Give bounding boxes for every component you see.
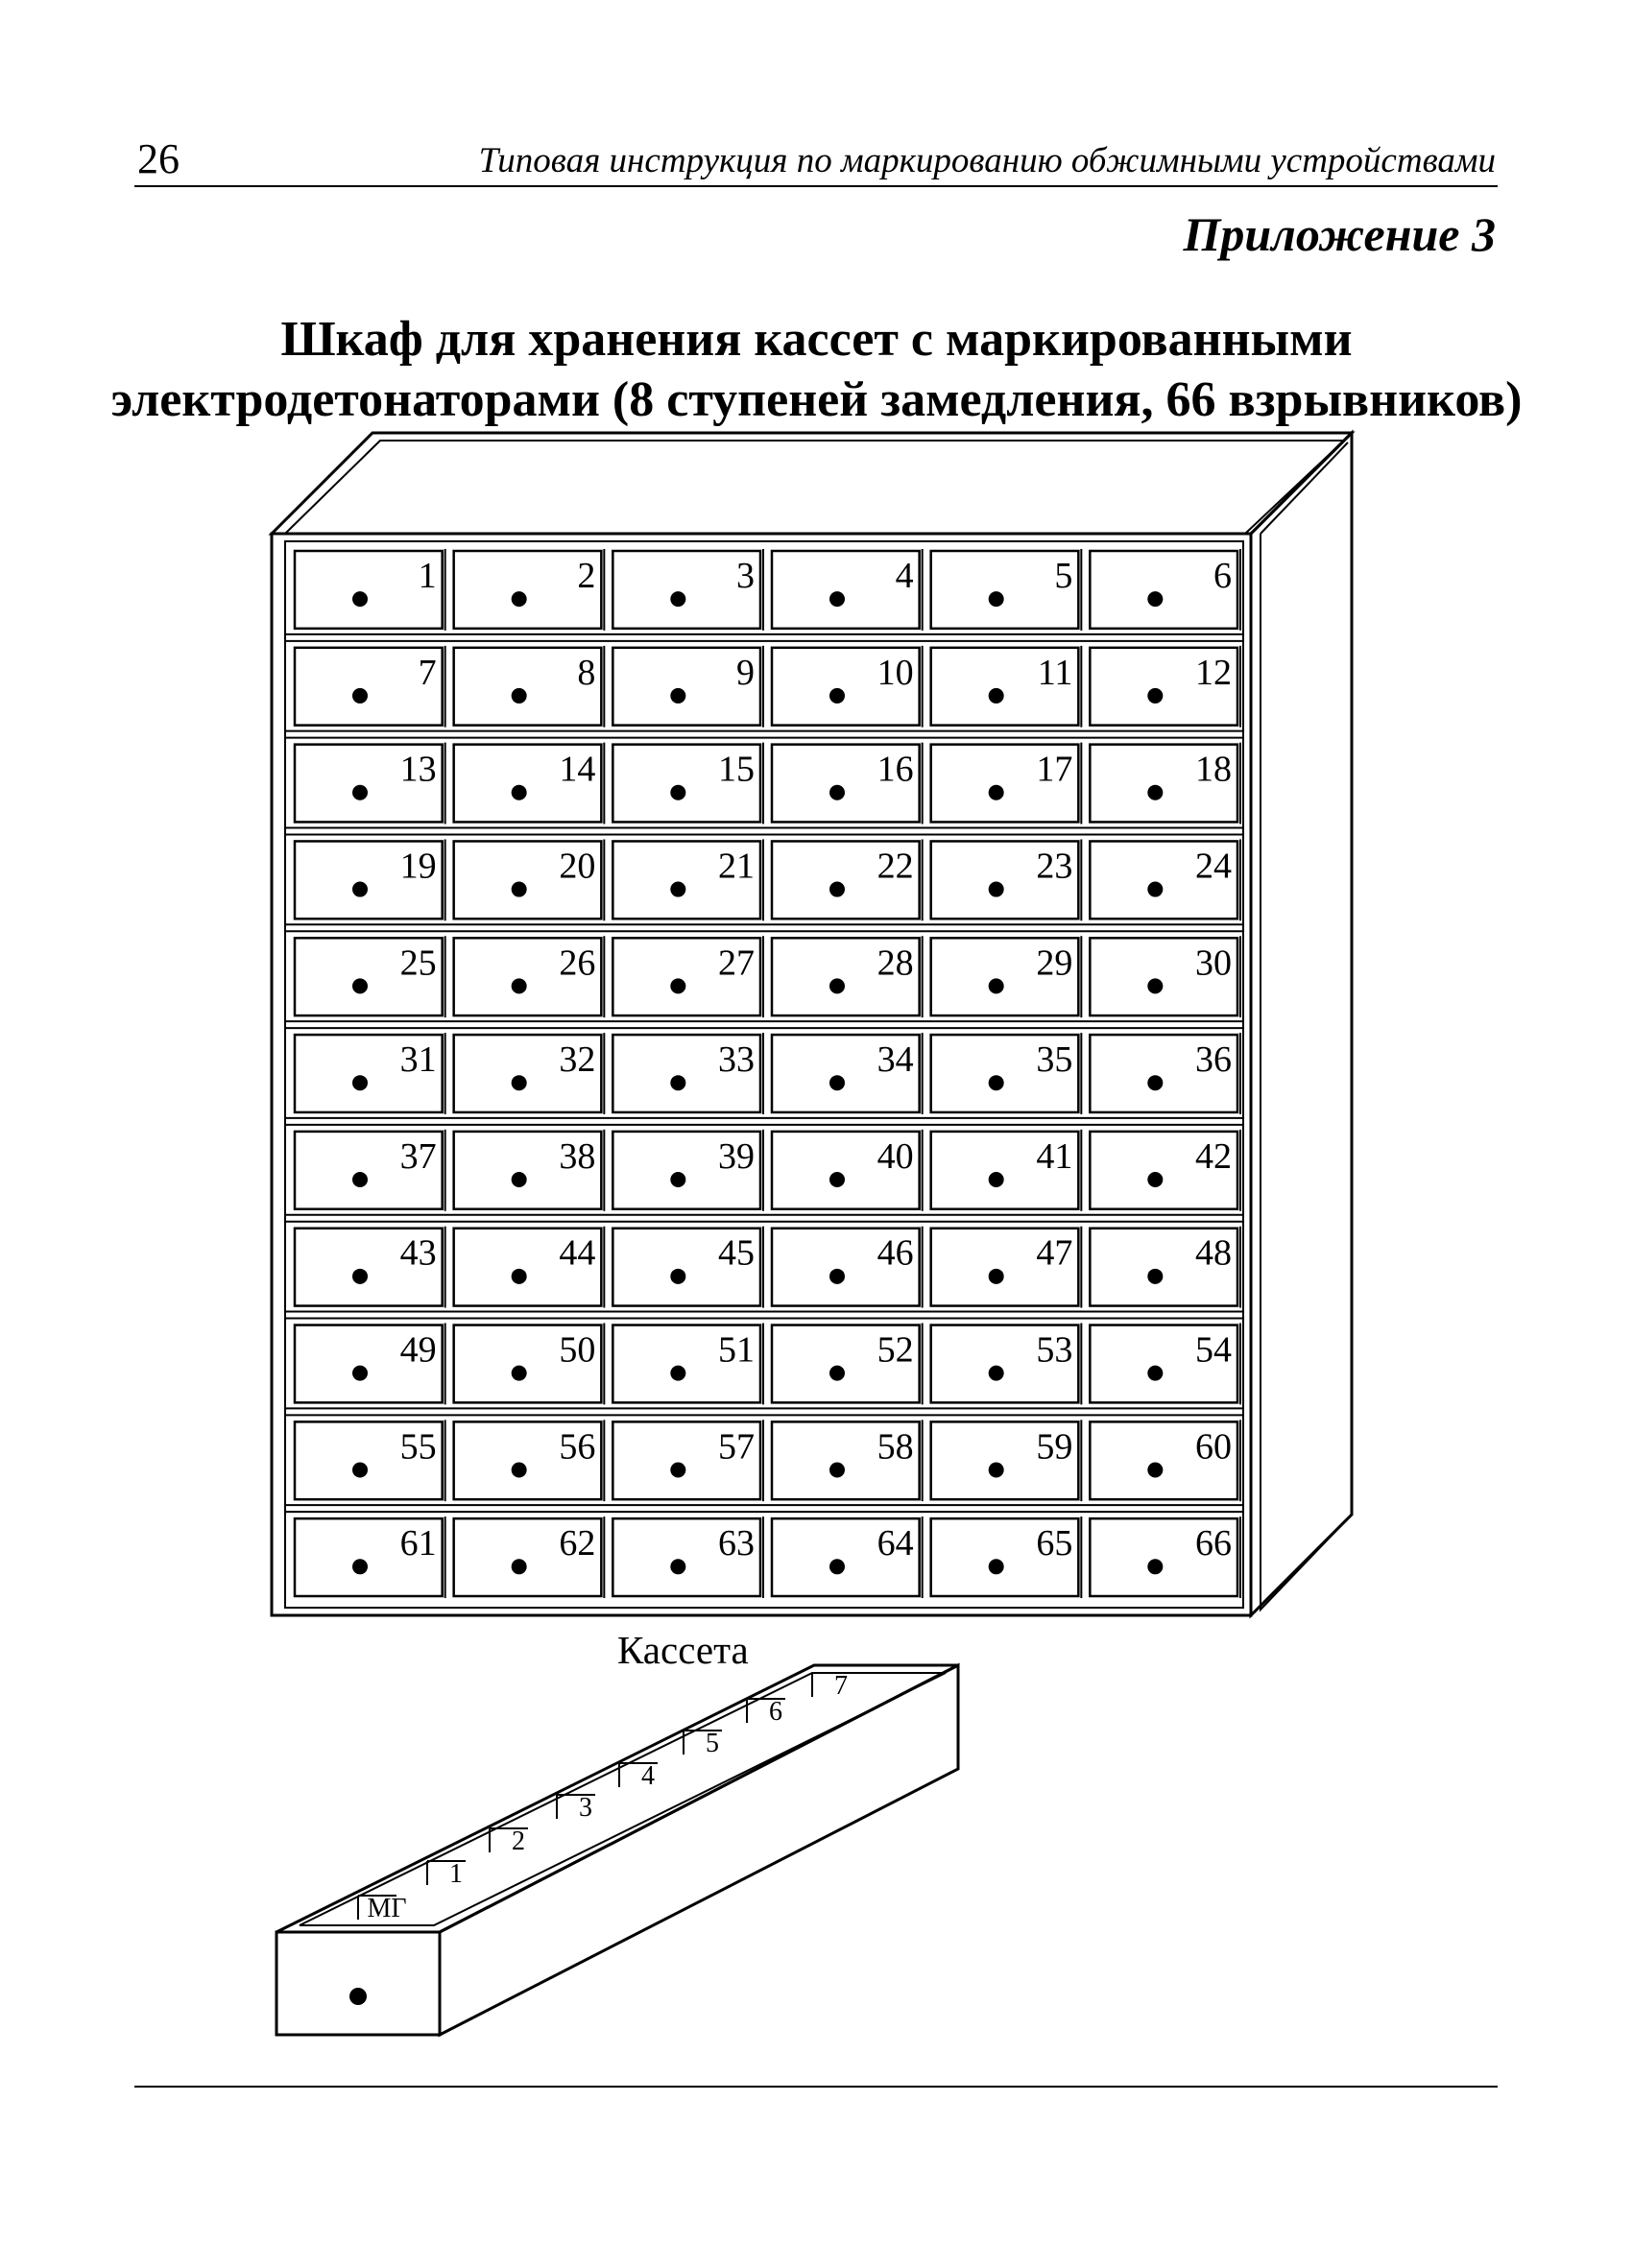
drawer-number: 40	[877, 1135, 914, 1177]
cassette-drawing	[276, 1665, 958, 2035]
drawer-number: 51	[718, 1329, 755, 1371]
drawer-number: 46	[877, 1232, 914, 1274]
cassette-handle-dot	[349, 1988, 367, 2005]
compartment-label: 1	[449, 1859, 463, 1889]
drawer-number: 17	[1036, 749, 1073, 790]
drawer-number: 59	[1036, 1426, 1073, 1468]
drawer-number: 14	[559, 749, 596, 790]
drawer-number: 42	[1195, 1135, 1232, 1177]
drawer-number: 5	[1054, 556, 1073, 596]
appendix-label: Приложение 3	[1183, 207, 1496, 261]
drawer-number: 19	[399, 846, 437, 887]
drawer-number: 50	[559, 1329, 596, 1371]
drawer-number: 24	[1195, 846, 1232, 887]
drawer-number: 60	[1195, 1426, 1232, 1468]
drawer-number: 11	[1037, 652, 1073, 693]
drawer-number: 61	[399, 1523, 437, 1564]
drawer-number: 63	[718, 1523, 755, 1564]
drawer-number: 1	[418, 556, 437, 596]
drawer-number: 28	[877, 943, 914, 984]
drawer-number: 27	[718, 943, 755, 984]
drawer-number: 4	[895, 556, 914, 596]
drawer-number: 52	[877, 1329, 914, 1371]
drawer-number: 20	[559, 846, 596, 887]
drawer-number: 3	[736, 556, 755, 596]
drawer-number: 65	[1036, 1523, 1073, 1564]
cassette-front	[276, 1932, 440, 2035]
drawer-number: 9	[736, 652, 755, 693]
drawer-number: 7	[418, 652, 437, 693]
drawer-number: 30	[1195, 943, 1232, 984]
drawer-number: 47	[1036, 1232, 1073, 1274]
compartment-label: 7	[834, 1671, 848, 1701]
drawer-number: 6	[1213, 556, 1232, 596]
drawer-number: 44	[559, 1232, 596, 1274]
compartment-label: 3	[579, 1793, 592, 1823]
drawer-number: 66	[1195, 1523, 1232, 1564]
drawer-number: 56	[559, 1426, 596, 1468]
drawer-number: 12	[1195, 652, 1232, 693]
drawer-number: 10	[877, 652, 914, 693]
cassette-caption: Кассета	[617, 1628, 749, 1672]
drawer-number: 25	[399, 943, 437, 984]
drawer-number: 48	[1195, 1232, 1232, 1274]
drawer-number: 32	[559, 1039, 596, 1081]
drawer-number: 26	[559, 943, 596, 984]
drawer-number: 37	[399, 1135, 437, 1177]
cassette-top	[276, 1665, 958, 1932]
drawer-number: 34	[877, 1039, 914, 1081]
drawer-number: 15	[718, 749, 755, 790]
drawer-number: 53	[1036, 1329, 1073, 1371]
drawer-number: 33	[718, 1039, 755, 1081]
drawer-number: 2	[577, 556, 596, 596]
compartment-label: 4	[641, 1761, 655, 1791]
drawer-number: 36	[1195, 1039, 1232, 1081]
drawer-number: 29	[1036, 943, 1073, 984]
drawer-number: 55	[399, 1426, 437, 1468]
compartment-label: 5	[706, 1729, 719, 1758]
drawer-number: 41	[1036, 1135, 1073, 1177]
drawer-number: 35	[1036, 1039, 1073, 1081]
drawer-number: 54	[1195, 1329, 1232, 1371]
drawer-number: 22	[877, 846, 914, 887]
drawer-number: 21	[718, 846, 755, 887]
drawer-number: 16	[877, 749, 914, 790]
compartment-label: 2	[512, 1826, 525, 1856]
page-number: 26	[137, 135, 180, 182]
drawer-number: 58	[877, 1426, 914, 1468]
figure-title-line-2: электродетонаторами (8 ступеней замедления, 66 взрывников)	[110, 372, 1523, 427]
running-head: Типовая инструкция по маркированию обжимными устройствами	[478, 141, 1496, 180]
compartment-label: МГ	[367, 1894, 407, 1923]
drawer-number: 49	[399, 1329, 437, 1371]
drawer-number: 43	[399, 1232, 437, 1274]
drawer-number: 62	[559, 1523, 596, 1564]
compartment-label: 6	[769, 1697, 782, 1727]
drawer-number: 8	[577, 652, 596, 693]
drawer-number: 45	[718, 1232, 755, 1274]
footer-rule	[134, 2086, 1498, 2088]
drawer-number: 23	[1036, 846, 1073, 887]
drawer-number: 13	[399, 749, 437, 790]
cassette-rim	[300, 1673, 946, 1925]
figure-title-line-1: Шкаф для хранения кассет с маркированными	[280, 312, 1353, 367]
drawer-number: 57	[718, 1426, 755, 1468]
drawer-number: 38	[559, 1135, 596, 1177]
drawer-number: 31	[399, 1039, 437, 1081]
drawer-number: 64	[877, 1523, 914, 1564]
drawer-number: 18	[1195, 749, 1232, 790]
drawer-number: 39	[718, 1135, 755, 1177]
